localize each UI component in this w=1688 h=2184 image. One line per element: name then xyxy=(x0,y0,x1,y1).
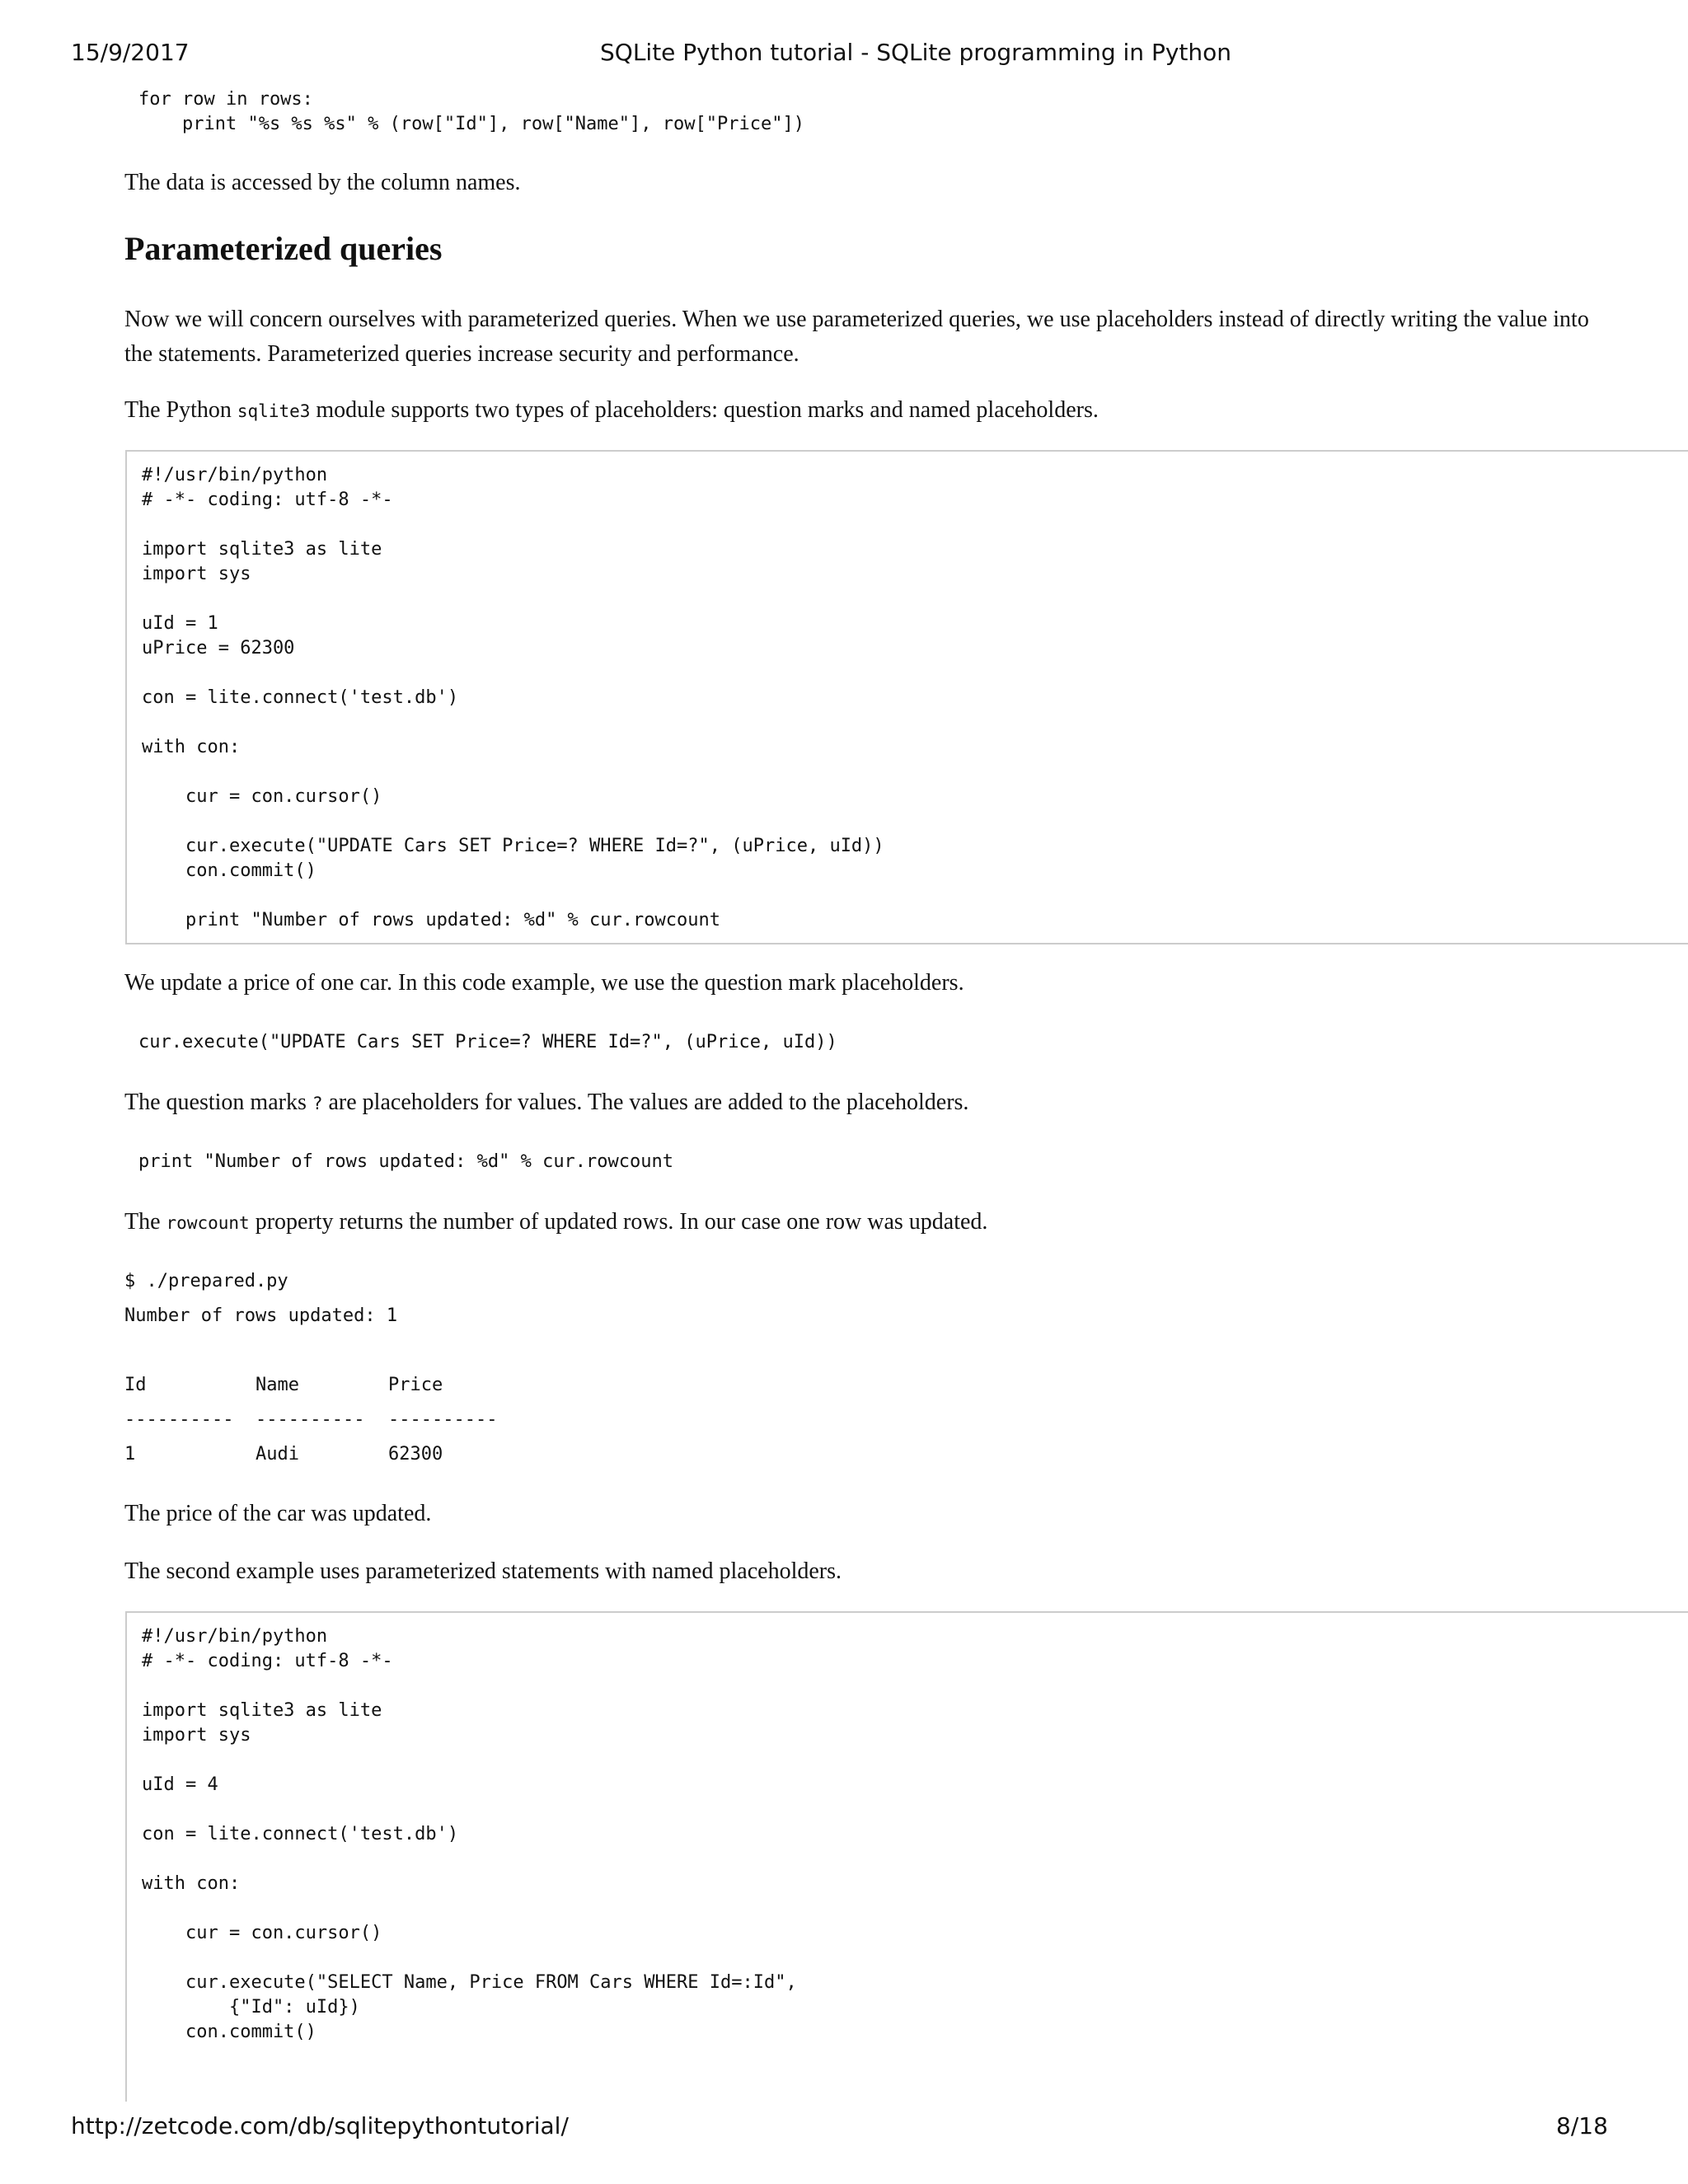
code-example-select: #!/usr/bin/python # -*- coding: utf-8 -*- import sqlite3 as lite import sys uId = 4 con = lite.connect('test.db') with con: cur = con.cursor() cur.execute("SELECT Name, Price FROM Cars WHERE Id=:Id", {"Id": uId}) con.commit() xyxy=(142,1626,797,2042)
page-number: 8/18 xyxy=(1556,2112,1608,2139)
table-cell: 1 xyxy=(124,1444,136,1465)
paragraph-rowcount xyxy=(124,1205,987,1240)
table-header-name: Name xyxy=(256,1375,299,1395)
table-cell: Audi xyxy=(256,1444,299,1465)
paragraph-column-names: The data is accessed by the column names. xyxy=(124,170,521,195)
paragraph-price-updated: The price of the car was updated. xyxy=(124,1501,432,1526)
paragraph-second-example: The second example uses parameterized statements with named placeholders. xyxy=(124,1558,842,1584)
paragraph-intro: Now we will concern ourselves with parameterized queries. When we use parameterized queries, we use placeholders instead of directly writing the value into the statements. Parameterized queries increase security and performance. xyxy=(124,307,1589,367)
table-separator-price: ---------- xyxy=(388,1409,498,1430)
qm-text-after: are placeholders for values. The values are added to the placeholders. xyxy=(322,1090,969,1115)
paragraph-update-price: We update a price of one car. In this code example, we use the question mark placeholders. xyxy=(124,970,964,996)
table-separator-id: ---------- xyxy=(124,1409,234,1430)
rowcount-text-after: property returns the number of updated rows. In our case one row was updated. xyxy=(249,1209,988,1235)
table-cell: 62300 xyxy=(388,1444,443,1465)
qm-text-before: The question marks xyxy=(124,1090,312,1115)
paragraph-module xyxy=(124,393,1099,429)
module-text-before: The Python xyxy=(124,397,237,423)
inline-code-sqlite3: sqlite3 xyxy=(237,401,311,421)
snippet-print: print "Number of rows updated: %d" % cur.rowcount xyxy=(138,1151,674,1172)
snippet-execute: cur.execute("UPDATE Cars SET Price=? WHERE Id=?", (uPrice, uId)) xyxy=(138,1032,837,1052)
top-code-fragment: for row in rows: print "%s %s %s" % (row["Id"], row["Name"], row["Price"]) xyxy=(138,89,804,134)
code-block-select xyxy=(125,1611,1688,2102)
terminal-command: $ ./prepared.py xyxy=(124,1271,288,1291)
module-text-after: module supports two types of placeholders: question marks and named placeholders. xyxy=(310,397,1099,423)
footer-url: http://zetcode.com/db/sqlitepythontutorial/ xyxy=(71,2112,569,2139)
rowcount-text-before: The xyxy=(124,1209,166,1235)
table-separator-name: ---------- xyxy=(256,1409,365,1430)
section-heading: Parameterized queries xyxy=(124,230,443,267)
code-block-update xyxy=(125,450,1688,944)
terminal-output: Number of rows updated: 1 xyxy=(124,1305,398,1326)
inline-code-question-mark: ? xyxy=(312,1094,323,1113)
inline-code-rowcount: rowcount xyxy=(166,1213,250,1233)
page-title: SQLite Python tutorial - SQLite programming in Python xyxy=(600,39,1231,66)
print-date: 15/9/2017 xyxy=(71,39,190,66)
code-example-update: #!/usr/bin/python # -*- coding: utf-8 -*- import sqlite3 as lite import sys uId = 1 uPrice = 62300 con = lite.connect('test.db') with con: cur = con.cursor() cur.execute("UPDATE Cars SET Price=? WHERE Id=?", (uPrice, uId)) con.commit() print "Number of rows updated: %d" % cur.rowcount xyxy=(142,465,884,930)
table-header-price: Price xyxy=(388,1375,443,1395)
paragraph-question-marks xyxy=(124,1085,968,1121)
table-header-id: Id xyxy=(124,1375,147,1395)
